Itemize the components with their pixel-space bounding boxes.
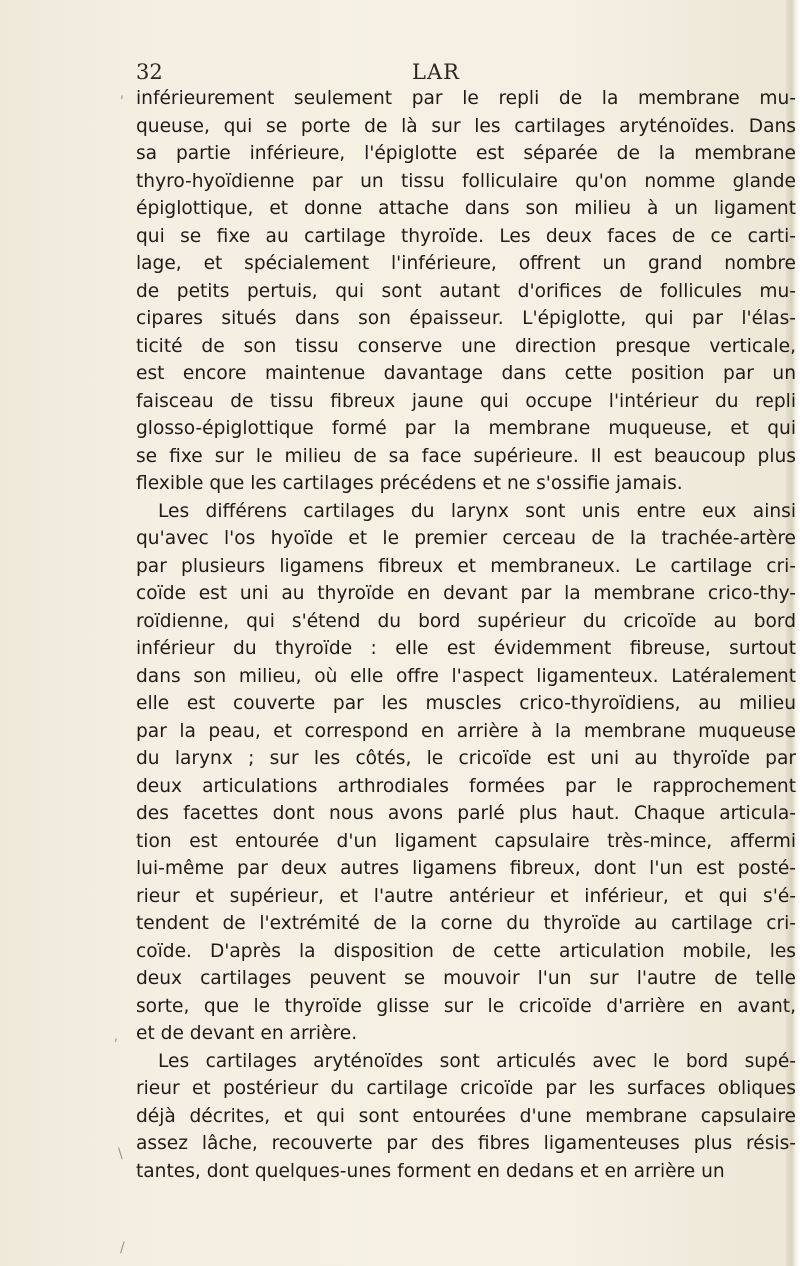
text-line: lui-même par deux autres ligamens fibreux, dont l'un est posté- [136, 858, 796, 879]
text-line: assez lâche, recouverte par des fibres ligamenteuses plus résis- [136, 1133, 796, 1154]
margin-mark: ʹ [114, 1038, 118, 1054]
margin-mark: / [120, 1240, 125, 1256]
text-line: cipares situés dans son épaisseur. L'épiglotte, qui par l'élas- [136, 308, 796, 329]
text-line: roïdienne, qui s'étend du bord supérieur du cricoïde au bord [136, 610, 796, 632]
text-line: flexible que les cartilages précédens et ne s'ossifie jamais. [136, 473, 683, 494]
text-line: lage, et spécialement l'inférieure, offrent un grand nombre [136, 253, 796, 274]
text-line: queuse, qui se porte de là sur les cartilages aryténoïdes. Dans [136, 115, 796, 137]
text-line: qu'avec l'os hyoïde et le premier cerceau de la trachée-artère [136, 528, 796, 549]
text-line: deux cartilages peuvent se mouvoir l'un sur l'autre de telle [136, 968, 796, 989]
text-line: dans son milieu, où elle offre l'aspect ligamenteux. Latéralement [136, 665, 796, 687]
text-line: tantes, dont quelques-unes forment en dedans et en arrière un [136, 1160, 725, 1182]
text-line: est encore maintenue davantage dans cette position par un [136, 363, 796, 384]
text-line: coïde est uni au thyroïde en devant par la membrane crico-thy- [136, 583, 796, 604]
body-text [136, 85, 796, 1185]
running-head: LAR [412, 60, 460, 84]
paragraph [136, 498, 796, 1048]
text-line: se fixe sur le milieu de sa face supérieure. Il est beaucoup plus [136, 445, 796, 467]
text-line: Les différens cartilages du larynx sont unis entre eux ainsi [158, 500, 796, 522]
text-line: deux articulations arthrodiales formées par le rapprochement [136, 775, 796, 797]
text-line: inférieurement seulement par le repli de la membrane mu- [136, 88, 796, 109]
text-line: glosso-épiglottique formé par la membrane muqueuse, et qui [136, 418, 796, 439]
text-line: faisceau de tissu fibreux jaune qui occupe l'intérieur du repli [136, 390, 796, 412]
text-line: thyro-hyoïdienne par un tissu folliculaire qu'on nomme glande [136, 170, 796, 192]
text-line: par la peau, et correspond en arrière à la membrane muqueuse [136, 720, 796, 742]
text-line: des facettes dont nous avons parlé plus haut. Chaque articula- [136, 803, 796, 824]
text-line: rieur et supérieur, et l'autre antérieur et inférieur, et qui s'é- [136, 885, 796, 907]
text-line: du larynx ; sur les côtés, le cricoïde est uni au thyroïde par [136, 748, 796, 769]
text-line: et de devant en arrière. [136, 1023, 358, 1044]
text-line: par plusieurs ligamens fibreux et membraneux. Le cartilage cri- [136, 555, 796, 577]
margin-mark: ʹ [120, 95, 124, 111]
text-line: ticité de son tissu conserve une direction presque verticale, [136, 335, 796, 357]
text-line: épiglottique, et donne attache dans son milieu à un ligament [136, 198, 796, 219]
paragraph [136, 1048, 796, 1186]
text-line: elle est couverte par les muscles crico-thyroïdiens, au milieu [136, 693, 796, 714]
text-line: Les cartilages aryténoïdes sont articulés avec le bord supé- [158, 1050, 796, 1072]
text-line: déjà décrites, et qui sont entourées d'une membrane capsulaire [136, 1105, 796, 1127]
text-line: qui se fixe au cartilage thyroïde. Les deux faces de ce carti- [136, 225, 796, 247]
text-line: de petits pertuis, qui sont autant d'orifices de follicules mu- [136, 280, 796, 302]
text-line: inférieur du thyroïde : elle est évidemment fibreuse, surtout [136, 638, 796, 659]
text-line: sa partie inférieure, l'épiglotte est séparée de la membrane [136, 143, 796, 164]
text-line: tendent de l'extrémité de la corne du thyroïde au cartilage cri- [136, 913, 796, 934]
text-line: tion est entourée d'un ligament capsulaire très-mince, affermi [136, 830, 796, 852]
paragraph [136, 85, 796, 498]
text-line: rieur et postérieur du cartilage cricoïde par les surfaces obliques [136, 1078, 796, 1099]
margin-mark: \ [118, 1146, 123, 1162]
page-number: 32 [136, 60, 163, 84]
text-line: coïde. D'après la disposition de cette articulation mobile, les [136, 940, 796, 962]
text-line: sorte, que le thyroïde glisse sur le cricoïde d'arrière en avant, [136, 995, 796, 1017]
